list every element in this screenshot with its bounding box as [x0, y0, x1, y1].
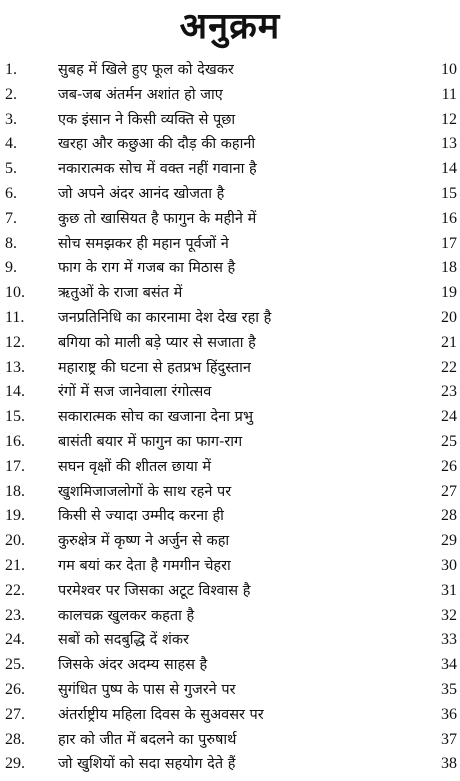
entry-title: सोच समझकर ही महान पूर्वजों ने [58, 235, 229, 252]
entry-number: 20. [5, 532, 25, 550]
entry-title: कुरुक्षेत्र में कृष्ण ने अर्जुन से कहा [58, 533, 230, 550]
toc-entry [0, 430, 460, 455]
entry-number: 12. [5, 333, 25, 351]
entry-number: 7. [5, 209, 17, 227]
entry-number: 9. [5, 259, 17, 277]
entry-page-number: 24 [441, 408, 457, 426]
entry-page-number: 29 [441, 532, 457, 550]
entry-page-number: 28 [441, 507, 457, 525]
toc-entry [0, 653, 460, 678]
entry-page-number: 34 [441, 656, 457, 674]
entry-page-number: 11 [441, 85, 457, 103]
entry-number: 23. [5, 606, 25, 624]
entry-number: 25. [5, 656, 25, 674]
entry-number: 5. [5, 160, 17, 178]
entry-number: 22. [5, 581, 25, 599]
entry-title: खरहा और कछुआ की दौड़ की कहानी [58, 136, 256, 153]
entry-title: जब-जब अंतर्मन अशांत हो जाए [58, 86, 223, 103]
entry-number: 28. [5, 730, 25, 748]
toc-entry [0, 554, 460, 579]
entry-title: अंतर्राष्ट्रीय महिला दिवस के सुअवसर पर [58, 706, 264, 723]
entry-number: 13. [5, 358, 25, 376]
entry-number: 29. [5, 755, 25, 773]
toc-entry [0, 132, 460, 157]
entry-page-number: 27 [441, 482, 457, 500]
entry-page-number: 32 [441, 606, 457, 624]
entry-number: 17. [5, 457, 25, 475]
entry-page-number: 17 [441, 234, 457, 252]
toc-entry [0, 331, 460, 356]
entry-page-number: 33 [441, 631, 457, 649]
entry-page-number: 16 [441, 209, 457, 227]
entry-page-number: 10 [441, 61, 457, 78]
toc-entry [0, 281, 460, 306]
entry-page-number: 18 [441, 259, 457, 277]
toc-entry [0, 256, 460, 281]
toc-entry [0, 628, 460, 653]
toc-entry [0, 83, 460, 108]
entry-title: सघन वृक्षों की शीतल छाया में [58, 458, 212, 475]
entry-page-number: 21 [441, 333, 457, 351]
entry-number: 19. [5, 507, 25, 525]
entry-title: कालचक्र खुलकर कहता है [58, 607, 195, 624]
table-of-contents [0, 58, 460, 777]
entry-title: सकारात्मक सोच का खजाना देना प्रभु [58, 409, 254, 426]
entry-page-number: 22 [441, 358, 457, 376]
entry-page-number: 31 [441, 581, 457, 599]
entry-number: 24. [5, 631, 25, 649]
toc-entry [0, 405, 460, 430]
toc-entry [0, 157, 460, 182]
toc-entry [0, 207, 460, 232]
entry-title: सबों को सदबुद्धि दें शंकर [58, 632, 189, 649]
entry-page-number: 26 [441, 457, 457, 475]
entry-title: जो अपने अंदर आनंद खोजता है [58, 185, 225, 202]
entry-number: 15. [5, 408, 25, 426]
entry-number: 14. [5, 383, 25, 401]
entry-title: हार को जीत में बदलने का पुरुषार्थ [58, 731, 237, 748]
entry-title: महाराष्ट्र की घटना से हतप्रभ हिंदुस्तान [58, 359, 251, 376]
entry-title: जो खुशियों को सदा सहयोग देते हैं [58, 756, 236, 773]
toc-entry [0, 678, 460, 703]
entry-number: 1. [5, 61, 17, 78]
toc-entry [0, 58, 460, 83]
toc-entry [0, 579, 460, 604]
entry-page-number: 23 [441, 383, 457, 401]
toc-entry [0, 504, 460, 529]
entry-page-number: 25 [441, 432, 457, 450]
toc-entry [0, 455, 460, 480]
entry-number: 11. [5, 308, 25, 326]
entry-number: 27. [5, 705, 25, 723]
entry-page-number: 14 [441, 160, 457, 178]
entry-page-number: 20 [441, 308, 457, 326]
entry-number: 4. [5, 135, 17, 153]
entry-title: नकारात्मक सोच में वक्त नहीं गवाना है [58, 161, 257, 178]
entry-number: 16. [5, 432, 25, 450]
entry-title: किसी से ज्यादा उम्मीद करना ही [58, 508, 224, 525]
page-title: अनुक्रम [179, 6, 281, 47]
toc-entry [0, 356, 460, 381]
toc-entry [0, 232, 460, 257]
entry-title: जिसके अंदर अदम्य साहस है [58, 657, 208, 674]
entry-number: 18. [5, 482, 25, 500]
entry-title: रंगों में सज जानेवाला रंगोत्सव [58, 384, 212, 401]
entry-title: फाग के राग में गजब का मिठास है [58, 260, 236, 277]
entry-number: 26. [5, 680, 25, 698]
entry-page-number: 35 [441, 680, 457, 698]
entry-title: बासंती बयार में फागुन का फाग-राग [58, 433, 243, 450]
entry-page-number: 37 [441, 730, 457, 748]
toc-entry [0, 529, 460, 554]
entry-page-number: 13 [441, 135, 457, 153]
entry-title: ऋतुओं के राजा बसंत में [58, 285, 183, 302]
entry-title: परमेश्वर पर जिसका अटूट विश्वास है [58, 582, 251, 599]
entry-title: जनप्रतिनिधि का कारनामा देश देख रहा है [58, 309, 272, 326]
entry-page-number: 19 [441, 284, 457, 302]
toc-entry [0, 480, 460, 505]
entry-title: सुबह में खिले हुए फूल को देखकर [58, 62, 234, 78]
toc-entry [0, 752, 460, 777]
toc-entry [0, 728, 460, 753]
entry-page-number: 36 [441, 705, 457, 723]
entry-title: एक इंसान ने किसी व्यक्ति से पूछा [58, 111, 236, 128]
toc-entry [0, 182, 460, 207]
entry-title: खुशमिजाजलोगों के साथ रहने पर [58, 483, 232, 500]
entry-number: 6. [5, 184, 17, 202]
entry-number: 8. [5, 234, 17, 252]
toc-entry [0, 380, 460, 405]
entry-title: बगिया को माली बड़े प्यार से सजाता है [58, 334, 256, 351]
toc-entry [0, 306, 460, 331]
entry-title: गम बयां कर देता है गमगीन चेहरा [58, 557, 231, 574]
entry-number: 21. [5, 556, 25, 574]
toc-entry [0, 703, 460, 728]
entry-number: 2. [5, 85, 17, 103]
toc-entry [0, 604, 460, 629]
entry-title: सुगंधित पुष्प के पास से गुजरने पर [58, 681, 236, 698]
entry-title: कुछ तो खासियत है फागुन के महीने में [58, 210, 257, 227]
entry-page-number: 12 [441, 110, 457, 128]
toc-entry [0, 108, 460, 133]
entry-page-number: 38 [441, 755, 457, 773]
entry-number: 3. [5, 110, 17, 128]
entry-page-number: 15 [441, 184, 457, 202]
entry-page-number: 30 [441, 556, 457, 574]
entry-number: 10. [5, 284, 25, 302]
